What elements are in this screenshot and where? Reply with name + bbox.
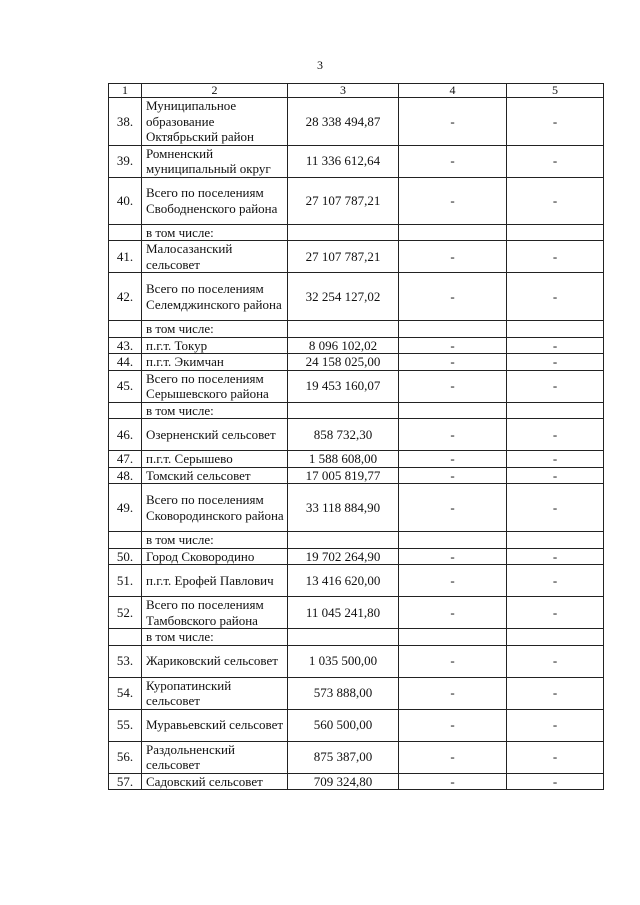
table-row	[109, 177, 604, 224]
row-name: Всего по поселениям Селемджинского района	[142, 273, 288, 321]
table-row	[109, 629, 604, 646]
row-number: 50.	[109, 548, 142, 565]
column-header: 5	[507, 84, 604, 98]
row-amount: 32 254 127,02	[288, 273, 399, 321]
row-col5-value: -	[507, 451, 604, 468]
row-col4-value: -	[399, 741, 507, 773]
row-col5-value: -	[507, 677, 604, 709]
row-amount: 13 416 620,00	[288, 565, 399, 597]
row-col4-value	[399, 402, 507, 419]
row-col5-value: -	[507, 565, 604, 597]
row-name: Садовский сельсовет	[142, 773, 288, 790]
row-number: 57.	[109, 773, 142, 790]
table-row	[109, 419, 604, 451]
row-col5-value: -	[507, 98, 604, 146]
table-row	[109, 484, 604, 532]
row-amount	[288, 321, 399, 338]
row-amount: 28 338 494,87	[288, 98, 399, 146]
row-amount	[288, 629, 399, 646]
row-col5-value	[507, 321, 604, 338]
row-amount: 560 500,00	[288, 709, 399, 741]
table-row	[109, 645, 604, 677]
row-name: Всего по поселениям Свободненского района	[142, 177, 288, 224]
row-name: в том числе:	[142, 402, 288, 419]
row-name: в том числе:	[142, 629, 288, 646]
row-col5-value: -	[507, 484, 604, 532]
row-number: 44.	[109, 354, 142, 371]
table-row	[109, 337, 604, 354]
table-row	[109, 467, 604, 484]
row-col4-value: -	[399, 273, 507, 321]
row-amount: 858 732,30	[288, 419, 399, 451]
row-number: 56.	[109, 741, 142, 773]
table-row	[109, 773, 604, 790]
row-number: 55.	[109, 709, 142, 741]
row-name: Ромненский муниципальный округ	[142, 145, 288, 177]
column-header: 2	[142, 84, 288, 98]
row-col5-value	[507, 532, 604, 549]
row-col4-value	[399, 629, 507, 646]
row-name: Муравьевский сельсовет	[142, 709, 288, 741]
row-name: Куропатинский сельсовет	[142, 677, 288, 709]
row-col4-value: -	[399, 451, 507, 468]
row-amount: 573 888,00	[288, 677, 399, 709]
table-row	[109, 532, 604, 549]
row-col5-value: -	[507, 548, 604, 565]
row-col5-value	[507, 402, 604, 419]
row-col4-value: -	[399, 177, 507, 224]
row-col4-value: -	[399, 145, 507, 177]
row-number: 43.	[109, 337, 142, 354]
row-number: 47.	[109, 451, 142, 468]
row-number: 51.	[109, 565, 142, 597]
row-name: Томский сельсовет	[142, 467, 288, 484]
row-col5-value	[507, 629, 604, 646]
row-col5-value: -	[507, 645, 604, 677]
row-col4-value: -	[399, 241, 507, 273]
row-number: 52.	[109, 597, 142, 629]
row-col4-value	[399, 321, 507, 338]
row-name: Всего по поселениям Сковородинского района	[142, 484, 288, 532]
column-header: 1	[109, 84, 142, 98]
column-header: 4	[399, 84, 507, 98]
row-name: Город Сковородино	[142, 548, 288, 565]
row-col4-value: -	[399, 597, 507, 629]
row-col5-value: -	[507, 709, 604, 741]
row-amount: 33 118 884,90	[288, 484, 399, 532]
row-name: Муниципальное образование Октябрьский район	[142, 98, 288, 146]
row-col4-value: -	[399, 484, 507, 532]
row-name: в том числе:	[142, 321, 288, 338]
table-row	[109, 597, 604, 629]
row-name: Всего по поселениям Тамбовского района	[142, 597, 288, 629]
table-row	[109, 273, 604, 321]
row-col5-value: -	[507, 467, 604, 484]
row-number: 41.	[109, 241, 142, 273]
row-col5-value: -	[507, 145, 604, 177]
row-number: 40.	[109, 177, 142, 224]
row-col4-value: -	[399, 677, 507, 709]
row-number	[109, 402, 142, 419]
row-number: 45.	[109, 370, 142, 402]
row-name: п.г.т. Экимчан	[142, 354, 288, 371]
row-amount: 27 107 787,21	[288, 177, 399, 224]
row-col5-value: -	[507, 273, 604, 321]
table-row	[109, 354, 604, 371]
row-number: 39.	[109, 145, 142, 177]
row-col4-value: -	[399, 98, 507, 146]
row-amount: 709 324,80	[288, 773, 399, 790]
row-number: 53.	[109, 645, 142, 677]
row-col5-value: -	[507, 419, 604, 451]
row-col5-value: -	[507, 241, 604, 273]
table-row	[109, 145, 604, 177]
row-number: 46.	[109, 419, 142, 451]
table-row	[109, 451, 604, 468]
row-name: Малосазанский сельсовет	[142, 241, 288, 273]
row-col4-value: -	[399, 645, 507, 677]
row-amount: 875 387,00	[288, 741, 399, 773]
row-col4-value: -	[399, 565, 507, 597]
row-col5-value: -	[507, 741, 604, 773]
row-number	[109, 321, 142, 338]
table-row	[109, 548, 604, 565]
row-col5-value: -	[507, 370, 604, 402]
table-row	[109, 241, 604, 273]
row-col4-value	[399, 224, 507, 241]
row-col4-value: -	[399, 773, 507, 790]
row-amount: 17 005 819,77	[288, 467, 399, 484]
row-number: 54.	[109, 677, 142, 709]
row-amount: 1 035 500,00	[288, 645, 399, 677]
row-col4-value	[399, 532, 507, 549]
row-name: п.г.т. Токур	[142, 337, 288, 354]
row-name: Раздольненский сельсовет	[142, 741, 288, 773]
row-amount: 24 158 025,00	[288, 354, 399, 371]
row-number: 49.	[109, 484, 142, 532]
table-row	[109, 402, 604, 419]
row-col4-value: -	[399, 419, 507, 451]
row-name: Озерненский сельсовет	[142, 419, 288, 451]
row-number: 48.	[109, 467, 142, 484]
row-amount	[288, 532, 399, 549]
row-col4-value: -	[399, 370, 507, 402]
column-header: 3	[288, 84, 399, 98]
row-col5-value: -	[507, 354, 604, 371]
row-number	[109, 629, 142, 646]
row-name: п.г.т. Ерофей Павлович	[142, 565, 288, 597]
table-row	[109, 370, 604, 402]
row-col5-value: -	[507, 337, 604, 354]
row-col5-value: -	[507, 773, 604, 790]
row-amount: 1 588 608,00	[288, 451, 399, 468]
table-row	[109, 741, 604, 773]
row-name: Всего по поселениям Серышевского района	[142, 370, 288, 402]
row-col4-value: -	[399, 709, 507, 741]
row-number: 42.	[109, 273, 142, 321]
row-amount: 27 107 787,21	[288, 241, 399, 273]
row-amount: 19 453 160,07	[288, 370, 399, 402]
row-col5-value	[507, 224, 604, 241]
row-col5-value: -	[507, 597, 604, 629]
row-col4-value: -	[399, 337, 507, 354]
row-amount: 11 045 241,80	[288, 597, 399, 629]
row-col4-value: -	[399, 548, 507, 565]
row-name: в том числе:	[142, 224, 288, 241]
row-name: Жариковский сельсовет	[142, 645, 288, 677]
table-row	[109, 98, 604, 146]
allocation-table	[108, 83, 604, 790]
row-number: 38.	[109, 98, 142, 146]
table-row	[109, 565, 604, 597]
page-number: 3	[317, 58, 323, 72]
row-amount	[288, 402, 399, 419]
row-amount	[288, 224, 399, 241]
table-row	[109, 677, 604, 709]
table-row	[109, 709, 604, 741]
row-name: в том числе:	[142, 532, 288, 549]
row-col4-value: -	[399, 467, 507, 484]
table-header-row	[109, 84, 604, 98]
table-row	[109, 321, 604, 338]
row-amount: 11 336 612,64	[288, 145, 399, 177]
row-number	[109, 224, 142, 241]
table-row	[109, 224, 604, 241]
row-col4-value: -	[399, 354, 507, 371]
row-col5-value: -	[507, 177, 604, 224]
row-amount: 8 096 102,02	[288, 337, 399, 354]
row-amount: 19 702 264,90	[288, 548, 399, 565]
row-number	[109, 532, 142, 549]
row-name: п.г.т. Серышево	[142, 451, 288, 468]
